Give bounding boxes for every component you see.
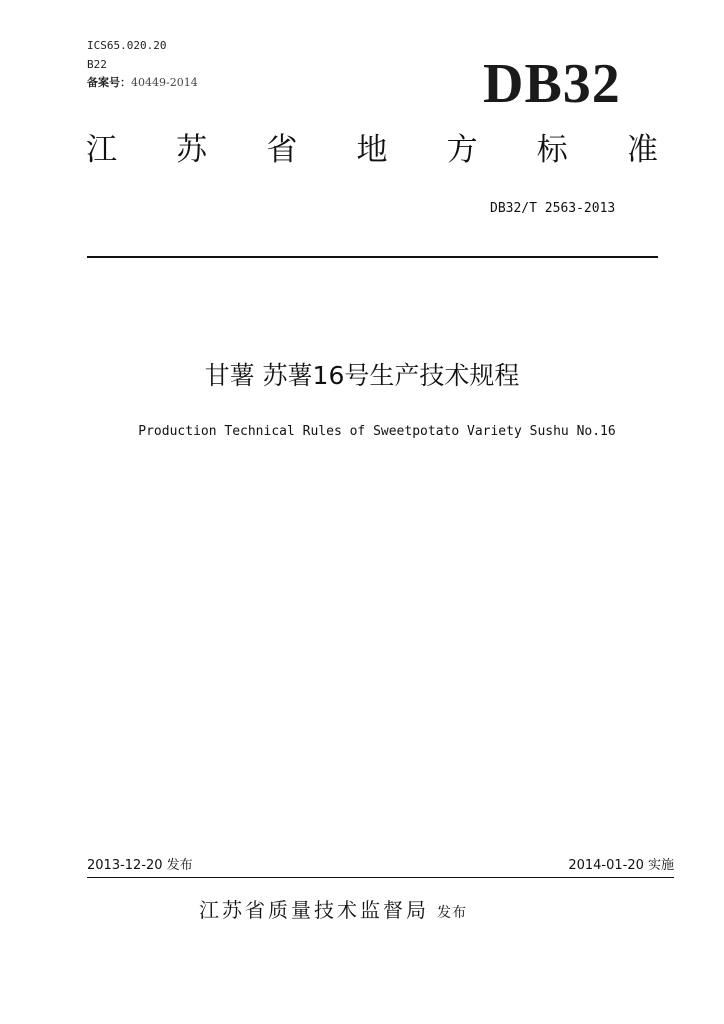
ics-code: ICS65.020.20: [87, 39, 167, 52]
standard-type-char: 准: [626, 132, 658, 168]
standard-type-char: 江: [86, 132, 117, 168]
filing-record: [87, 76, 198, 89]
standard-type-char: 省: [266, 132, 298, 168]
filing-label: 备案号：: [87, 76, 131, 89]
issuer-name: 江苏省质量技术监督局: [199, 898, 429, 922]
standard-type-char: 地: [356, 132, 388, 168]
filing-number: 40449-2014: [131, 76, 198, 89]
implementation-date: 2014-01-20 实施: [568, 858, 674, 873]
header-divider: [87, 256, 658, 258]
issuing-authority: [199, 896, 467, 927]
standard-type-char: 标: [536, 132, 568, 168]
issuer-suffix: 发布: [437, 905, 467, 921]
document-title-en: Production Technical Rules of Sweetpotato Variety Sushu No.16: [138, 424, 616, 439]
standard-type-char: 苏: [176, 132, 208, 168]
db-code: DB32: [483, 53, 621, 115]
standard-type-heading: [86, 130, 658, 170]
issue-date: 2013-12-20 发布: [87, 858, 193, 873]
document-title-cn: 甘薯 苏薯16号生产技术规程: [204, 361, 520, 390]
ccs-code: B22: [87, 58, 107, 71]
standard-number: DB32/T 2563-2013: [490, 201, 616, 216]
footer-divider: [87, 877, 674, 878]
standard-type-char: 方: [446, 132, 478, 168]
